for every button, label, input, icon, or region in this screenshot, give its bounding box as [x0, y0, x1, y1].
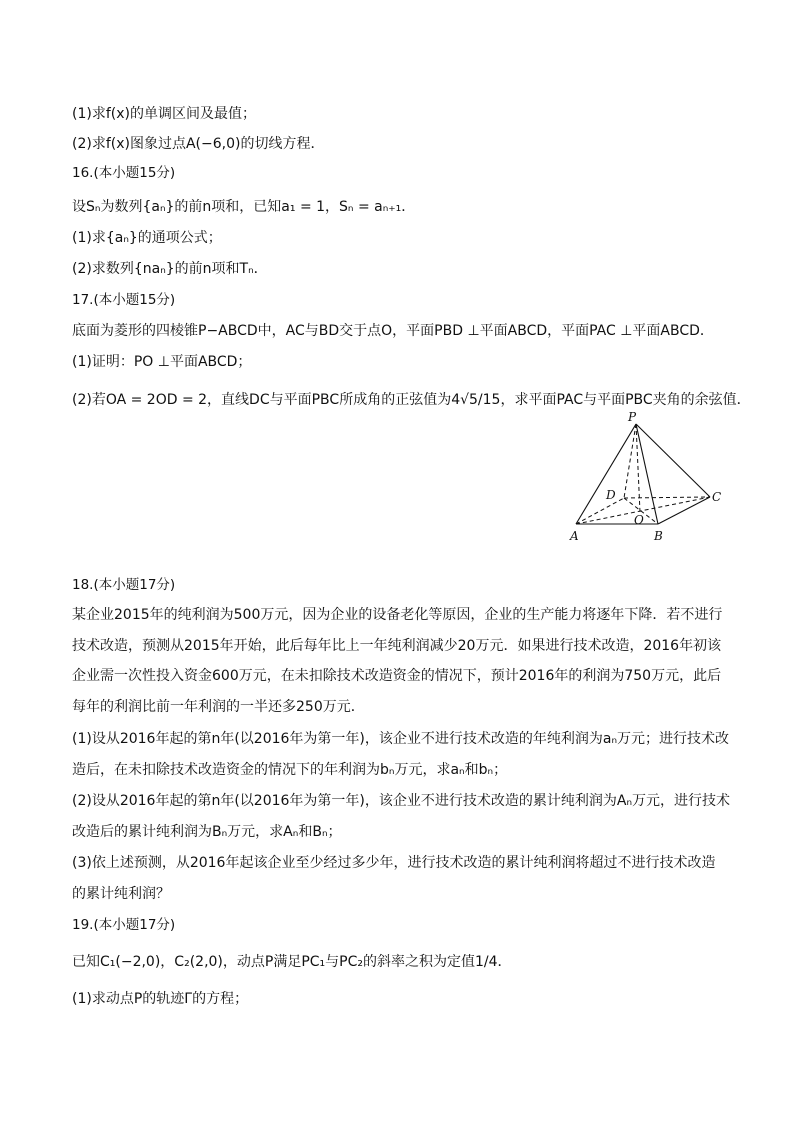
line-18: (2)设从2016年起的第n年(以2016年为第一年)，该企业不进行技术改造的累计纯利润为Aₙ万元，进行技术 [72, 793, 731, 809]
line-4: 设Sₙ为数列{aₙ}的前n项和，已知a₁ = 1，Sₙ = aₙ₊₁． [72, 199, 416, 215]
line-20: (3)依上述预测，从2016年起该企业至少经过多少年，进行技术改造的累计纯利润将超过不进行技术改造 [72, 855, 716, 871]
line-10: (2)若OA = 2OD = 2，直线DC与平面PBC所成角的正弦值为4√5/15，求平面PAC与平面PBC夹角的余弦值． [72, 392, 751, 408]
line-14: 企业需一次性投入资金600万元，在未扣除技术改造资金的情况下，预计2016年的利润为750万元，此后 [72, 668, 722, 684]
label-A: A [570, 529, 579, 543]
label-C: C [712, 490, 722, 504]
label-B: B [654, 529, 663, 543]
line-19: 改造后的累计纯利润为Bₙ万元，求Aₙ和Bₙ； [72, 824, 342, 840]
line-1: (1)求f(x)的单调区间及最值； [72, 106, 256, 122]
line-21: 的累计纯利润？ [72, 886, 170, 902]
question-17-heading: 17.(本小题15分) [72, 292, 176, 308]
line-13: 技术改造，预测从2015年开始，此后每年比上一年纯利润减少20万元．如果进行技术改造，2016年初该 [72, 638, 722, 654]
line-6: (2)求数列{naₙ}的前n项和Tₙ． [72, 261, 268, 277]
line-15: 每年的利润比前一年利润的一半还多250万元． [72, 699, 365, 715]
line-8: 底面为菱形的四棱锥P−ABCD中，AC与BD交于点O，平面PBD ⊥平面ABCD，平面PAC ⊥平面ABCD． [72, 323, 714, 339]
line-24: (1)求动点P的轨迹Γ的方程； [72, 991, 249, 1007]
label-P: P [628, 410, 637, 424]
label-D: D [606, 488, 616, 502]
line-17: 造后，在未扣除技术改造资金的情况下的年利润为bₙ万元，求aₙ和bₙ； [72, 762, 508, 778]
label-O: O [634, 513, 644, 527]
question-18-heading: 18.(本小题17分) [72, 577, 176, 593]
question-16-heading: 16.(本小题15分) [72, 165, 176, 181]
question-19-heading: 19.(本小题17分) [72, 917, 176, 933]
pyramid-figure [560, 410, 730, 550]
line-2: (2)求f(x)图象过点A(−6,0)的切线方程． [72, 136, 325, 152]
line-5: (1)求{aₙ}的通项公式； [72, 230, 222, 246]
line-9: (1)证明：PO ⊥平面ABCD； [72, 354, 252, 370]
line-16: (1)设从2016年起的第n年(以2016年为第一年)，该企业不进行技术改造的年纯利润为aₙ万元；进行技术改 [72, 731, 730, 747]
line-23: 已知C₁(−2,0)，C₂(2,0)，动点P满足PC₁与PC₂的斜率之积为定值1/4． [72, 954, 512, 970]
line-12: 某企业2015年的纯利润为500万元，因为企业的设备老化等原因，企业的生产能力将逐年下降．若不进行 [72, 607, 723, 623]
